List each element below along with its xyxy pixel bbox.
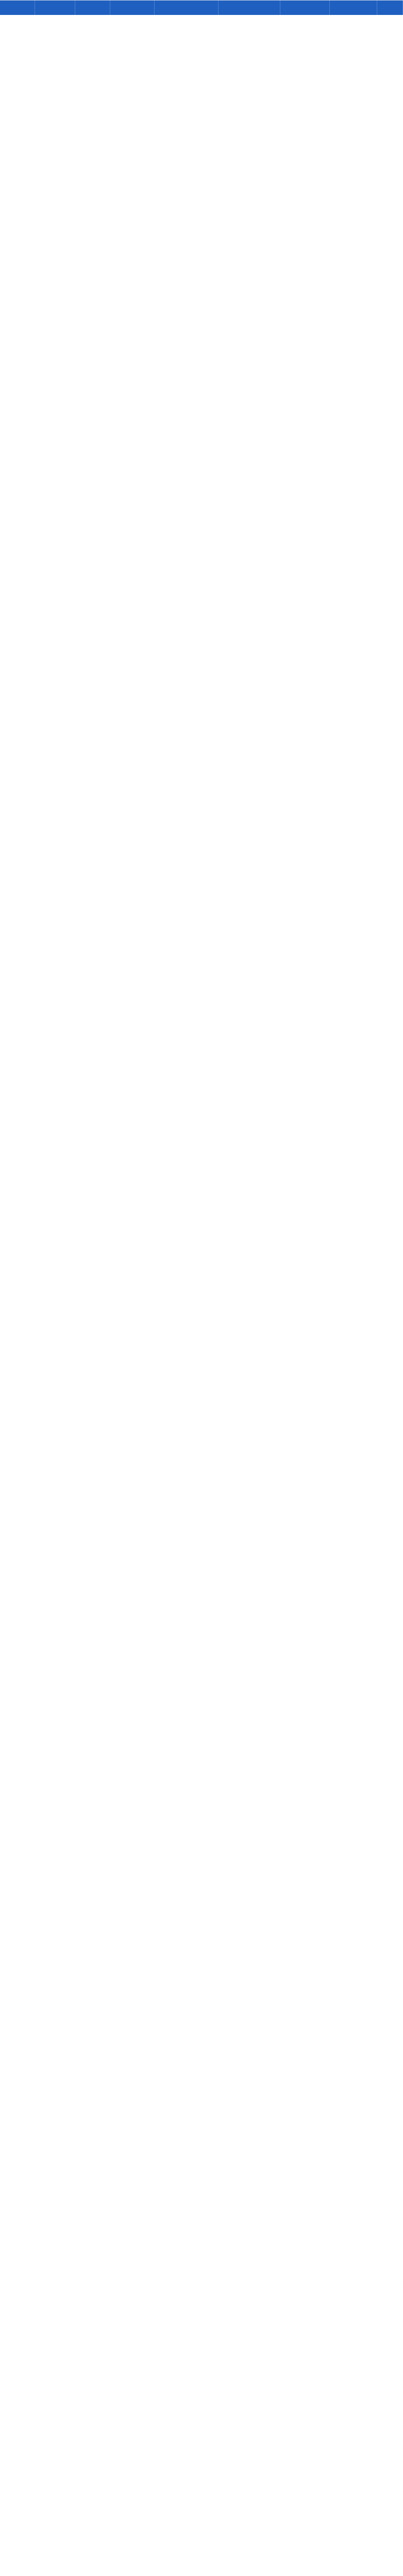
table-header: [0, 1, 403, 15]
column-header-2[interactable]: [35, 1, 75, 15]
column-header-7[interactable]: [280, 1, 330, 15]
column-header-3[interactable]: [75, 1, 110, 15]
column-header-6[interactable]: [219, 1, 280, 15]
product-table: [0, 0, 403, 15]
column-header-8[interactable]: [330, 1, 377, 15]
column-header-9[interactable]: [377, 1, 403, 15]
column-header-1[interactable]: [0, 1, 35, 15]
column-header-5[interactable]: [155, 1, 219, 15]
column-header-4[interactable]: [110, 1, 155, 15]
